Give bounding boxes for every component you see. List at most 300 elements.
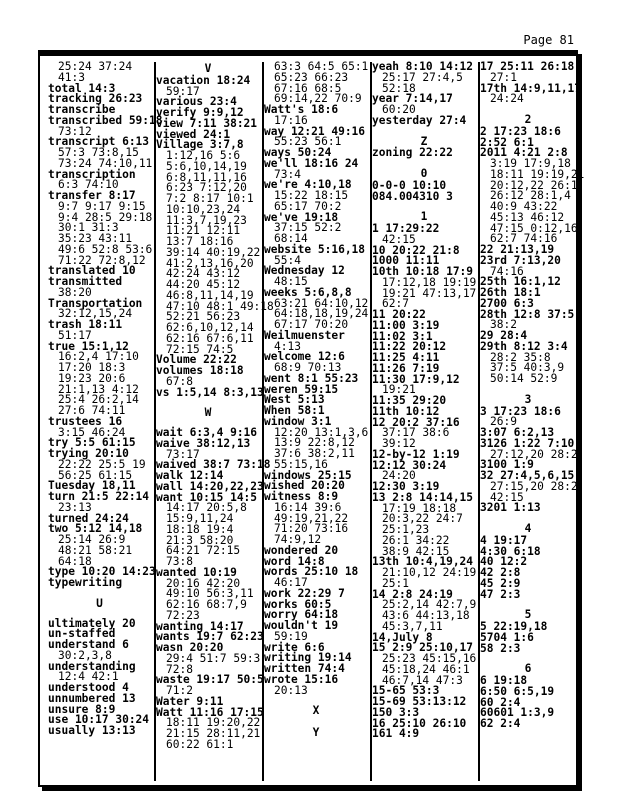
index-entry: wondered 20 (264, 543, 339, 557)
index-entry-continuation: 14:17 20:5,8 (166, 501, 247, 515)
index-entry: zoning 22:22 (372, 146, 453, 160)
index-entry-continuation: 55:23 56:1 (274, 135, 342, 149)
index-entry-continuation: 59:19 (274, 629, 308, 643)
index-spacer (480, 385, 576, 393)
index-column-1 (48, 60, 163, 781)
index-entry-continuation: 37:5 40:3,9 (490, 361, 565, 375)
index-entry-continuation: 41:2,13,16,20 (166, 256, 254, 270)
index-entry-continuation: 42:15 (490, 490, 524, 504)
index-entry-continuation: 67:16 68:5 (274, 81, 342, 95)
index-entry: 11:22 20:12 (372, 340, 447, 354)
index-entry: 0-0-0 10:10 (372, 178, 447, 192)
index-entry: 16 25:10 26:10 (372, 716, 467, 730)
index-entry-continuation: 12:4 42:1 (58, 670, 119, 684)
index-entry: went 8:1 55:23 (264, 371, 359, 385)
index-entry-continuation: 37:17 38:6 (382, 426, 450, 440)
index-entry-continuation: 72:23 (166, 608, 200, 622)
index-entry: witness 8:9 (264, 490, 339, 503)
index-entry-continuation: 56:25 61:15 (58, 468, 133, 482)
index-entry-continuation: 23:13 (58, 500, 92, 514)
index-entry-continuation: 62:16 67:6,11 (166, 331, 254, 345)
index-spacer (480, 514, 576, 522)
index-entry: writing 19:14 (264, 651, 352, 665)
index-entry: welcome 12:6 (264, 350, 345, 364)
index-entry: wanting 14:17 (156, 619, 244, 633)
index-entry: 29 28:4 (480, 329, 528, 342)
index-entry-continuation: 28:2 35:8 (490, 350, 551, 364)
index-entry-continuation: 72:15 74:5 (166, 342, 234, 356)
index-entry: yesterday 27:4 (372, 113, 467, 127)
index-entry: 161 4:9 (372, 727, 420, 741)
index-entry: Watt 11:16 17:15 (156, 705, 264, 719)
index-entry-continuation: 19:21 (382, 383, 416, 397)
index-entry: 12:12 30:24 (372, 458, 447, 472)
index-column-3 (262, 62, 368, 781)
index-entry-continuation: 41:3 (58, 70, 85, 84)
index-entry: ultimately 20 (48, 616, 136, 630)
index-entry: 58 2:3 (480, 641, 521, 655)
index-entry-continuation: 24:20 (382, 469, 416, 483)
index-entry: wished 20:20 (264, 479, 345, 493)
index-letter-heading: Y (312, 726, 320, 739)
index-entry: tracking 26:23 (48, 92, 143, 106)
index-entry: 26th 18:1 (480, 286, 541, 299)
index-entry: various 23:4 (156, 95, 237, 109)
index-entry: 3:07 6:2,13 (480, 426, 555, 439)
index-entry-continuation: 4:13 (274, 339, 301, 353)
index-letter-heading: U (96, 596, 103, 610)
index-entry: want 10:15 14:5 (156, 490, 258, 504)
index-entry-continuation: 48:15 (274, 275, 308, 288)
index-entry-continuation: 11:21 12:11 (166, 224, 241, 238)
index-entry: 42 2:8 (480, 566, 521, 579)
index-entry-continuation: 27:15,20 28:2 (490, 479, 578, 493)
index-entry-continuation: 1:12,16 5:6 (166, 149, 241, 162)
index-entry: understanding (48, 659, 136, 673)
index-entry-continuation: 15:22 18:15 (274, 189, 349, 202)
index-entry: 11th 10:12 (372, 404, 440, 418)
index-entry-continuation: 71:20 73:16 (274, 522, 349, 536)
index-spacer (372, 127, 476, 135)
index-entry-continuation: 25:2,14 42:7,9 (382, 598, 477, 612)
index-entry-continuation: 44:20 45:12 (166, 278, 241, 291)
index-entry-continuation: 55:4 (274, 253, 301, 267)
index-entry: 45 2:9 (480, 576, 521, 590)
index-entry-continuation: 39:12 (382, 437, 416, 450)
index-entry: 15-69 53:13:12 (372, 695, 467, 708)
index-entry-continuation: 15:9,11,24 (166, 512, 234, 525)
index-entry-continuation: 25:4 26:2,14 (58, 393, 139, 407)
index-entry: wants 19:7 62:23 (156, 630, 264, 644)
index-entry-continuation: 74:9,12 (274, 533, 322, 546)
index-entry: 5704 1:6 (480, 630, 534, 644)
index-entry: 22 21:13,19 (480, 243, 555, 256)
index-entry: 12:30 3:19 (372, 480, 440, 493)
index-entry: wall 14:20,22,23 (156, 479, 264, 493)
index-entry-continuation: 38:9 42:15 (382, 544, 450, 558)
index-spacer (264, 696, 368, 704)
index-entry: Volume 22:22 (156, 353, 237, 367)
index-entry: ways 50:24 (264, 146, 332, 159)
index-entry: 1000 11:11 (372, 254, 440, 268)
index-entry-continuation: 32:12,15,24 (58, 307, 133, 321)
index-entry: wrote 15:16 (264, 672, 339, 686)
index-entry-continuation: 47:10 48:1 49:18 (166, 299, 274, 313)
index-entry: 10 20:22 21:8 (372, 243, 460, 257)
index-entry: wasn 20:20 (156, 641, 224, 654)
index-entry-continuation: 6:23 7:12,20 (166, 181, 247, 195)
index-entry: transcribed 59:18 (48, 113, 163, 127)
index-entry-continuation: 17:12,18 19:19 (382, 275, 477, 289)
index-entry-continuation: 64:18 (58, 554, 92, 568)
index-entry-continuation: 22:22 25:5 19 (58, 457, 146, 471)
index-entry-continuation: 45:18,24 46:1 (382, 662, 470, 676)
index-entry-continuation: 37:6 38:2,11 (274, 447, 355, 460)
index-entry: 13th 10:4,19,24 (372, 555, 474, 569)
index-entry-continuation: 62:7 74:16 (490, 232, 558, 246)
index-entry: trying 20:10 (48, 447, 129, 460)
index-entry: total 14:3 (48, 81, 116, 95)
index-entry: 13 2:8 14:14,15 (372, 490, 474, 504)
index-entry: 14 2:8 24:19 (372, 587, 453, 601)
index-columns (48, 60, 585, 781)
index-entry: transmitted (48, 275, 123, 288)
index-entry-continuation: 30:1 31:3 (58, 221, 119, 235)
index-entry-continuation: 13:7 18:16 (166, 235, 234, 248)
index-entry-continuation: 9:4 28:5 29:18 (58, 210, 153, 224)
index-entry: yeah 8:10 14:12 (372, 60, 474, 73)
index-entry-continuation: 55:15,16 (274, 457, 328, 471)
index-entry-continuation: 25:17 27:4,5 (382, 70, 463, 84)
index-entry-continuation: 49:6 52:8 53:6 (58, 242, 153, 256)
index-entry: unsure 8:9 (48, 702, 116, 716)
index-entry-continuation: 29:4 51:7 59:3 (166, 651, 261, 665)
index-entry-continuation: 20:12,22 26:1 (490, 178, 578, 192)
index-entry-continuation: 71:2 (166, 684, 193, 697)
index-entry-continuation: 72:8 (166, 662, 193, 676)
index-entry: wouldn't 19 (264, 619, 339, 632)
index-entry: turn 21:5 22:14 (48, 490, 150, 503)
index-entry: 2011 4:21 2:8 (480, 146, 568, 160)
index-entry: waive 38:12,13 (156, 436, 251, 450)
index-entry: wanted 10:19 (156, 565, 237, 579)
index-entry: 3100 1:9 (480, 458, 534, 472)
index-entry: 17 25:11 26:18 (480, 60, 575, 73)
index-entry: transcribe (48, 103, 116, 116)
index-entry-continuation: 63:21 64:10,12 (274, 296, 369, 310)
index-column-5 (478, 60, 585, 781)
index-entry-continuation: 11:3,7,19,23 (166, 213, 247, 227)
index-letter-heading: 6 (524, 662, 532, 676)
index-entry-continuation: 65:23 66:23 (274, 70, 349, 84)
index-entry: waived 38:7 73:18 (156, 458, 271, 472)
index-entry: Water 9:11 (156, 694, 224, 708)
index-entry-continuation: 67:8 (166, 374, 193, 388)
index-entry-continuation: 50:14 52:9 (490, 372, 558, 385)
index-entry: Watt's 18:6 (264, 103, 339, 116)
index-spacer (372, 202, 476, 210)
index-entry: Wednesday 12 (264, 264, 345, 278)
index-entry-continuation: 6:8,11,11,16 (166, 170, 247, 184)
index-entry-continuation: 42:24 43:12 (166, 267, 241, 281)
index-entry-continuation: 27:12,20 28:2 (490, 447, 578, 461)
index-entry: 11:00 3:19 (372, 318, 440, 332)
index-entry-continuation: 27:6 74:11 (58, 404, 126, 417)
index-entry-continuation: 73:4 (274, 167, 301, 181)
index-entry: two 5:12 14,18 (48, 522, 143, 536)
index-letter-heading: X (312, 704, 320, 718)
index-entry: usually 13:13 (48, 724, 136, 737)
index-entry: 3 17:23 18:6 (480, 404, 561, 418)
index-entry-continuation: 19:21 47:13,17 (382, 286, 477, 300)
index-entry: West 5:13 (264, 393, 325, 407)
index-entry: 11:25 4:11 (372, 351, 440, 364)
index-entry-continuation: 6:3 74:10 (58, 178, 119, 192)
index-entry: vs 1:5,14 8:3,13 (156, 385, 264, 399)
index-entry: understood 4 (48, 681, 129, 694)
index-entry: 11:35 29:20 (372, 394, 447, 407)
index-entry: 2700 6:3 (480, 296, 534, 310)
index-entry: weren 59:15 (264, 382, 339, 396)
index-entry-continuation: 16:14 39:6 (274, 500, 342, 514)
index-entry-continuation: 74:16 (490, 264, 524, 278)
index-letter-heading: 0 (420, 167, 428, 180)
index-entry: 5 22:19,18 (480, 620, 548, 633)
index-entry-continuation: 7:2 8:17 10:1 (166, 192, 254, 205)
index-entry: 084.004310 3 (372, 189, 453, 203)
index-entry-continuation: 37:15 52:2 (274, 221, 342, 235)
index-entry: turned 24:24 (48, 511, 129, 525)
index-entry-continuation: 10:10,23,24 (166, 202, 241, 216)
index-entry: typewriting (48, 576, 123, 589)
index-entry-continuation: 18:11 19:20,22 (166, 716, 261, 730)
index-entry-continuation: 25:1 (382, 576, 409, 590)
index-entry: transfer 8:17 (48, 189, 136, 202)
index-entry-continuation: 64:18,18,19,24 (274, 307, 369, 321)
index-entry: 6 19:18 (480, 674, 528, 687)
index-entry: vacation 18:24 (156, 73, 251, 87)
index-letter-heading: V (204, 62, 212, 75)
index-entry-continuation: 60:22 61:1 (166, 737, 234, 751)
index-entry: 1 17:29:22 (372, 222, 440, 235)
index-entry: Transportation (48, 296, 143, 310)
index-entry: 150 3:3 (372, 705, 420, 719)
index-entry: 12 20:2 37:16 (372, 415, 460, 429)
index-entry-continuation: 3:15 46:24 (58, 425, 126, 439)
index-entry-continuation: 68:14 (274, 232, 308, 245)
index-spacer (156, 398, 260, 406)
index-entry: 2 17:23 18:6 (480, 124, 561, 138)
index-entry: 3201 1:13 (480, 501, 541, 515)
index-entry-continuation: 26:1 34:22 (382, 533, 450, 547)
index-entry: 11:30 17:9,12 (372, 372, 460, 386)
index-entry: weeks 5:6,8,8 (264, 285, 352, 299)
index-entry-continuation: 20:3,22 24:7 (382, 512, 463, 526)
index-entry-continuation: 49:10 56:3,11 (166, 587, 254, 601)
index-entry: type 10:20 14:23 (48, 565, 156, 579)
index-entry: wait 6:3,4 9:16 (156, 426, 258, 439)
index-entry: use 10:17 30:24 (48, 713, 150, 727)
index-entry-continuation: 60:20 (382, 103, 416, 116)
index-entry: Weilmuenster (264, 328, 345, 342)
index-entry: word 14:8 (264, 554, 325, 568)
index-entry: Tuesday 18,11 (48, 479, 136, 493)
index-entry-continuation: 17:20 18:3 (58, 361, 126, 374)
index-entry-continuation: 18:18 19:4 (166, 522, 234, 536)
index-entry: 47 2:3 (480, 587, 521, 601)
index-entry: 4 19:17 (480, 533, 528, 547)
index-entry-continuation: 73:24 74:10,11 (58, 156, 153, 170)
index-entry-continuation: 62:7 (382, 297, 409, 311)
index-letter-heading: 3 (524, 392, 532, 406)
index-entry: 3126 1:22 7:10 (480, 436, 575, 450)
index-entry-continuation: 71:22 72:8,12 (58, 253, 146, 267)
index-entry-continuation: 45:3,7,11 (382, 619, 443, 633)
index-entry-continuation: 16:2,4 17:10 (58, 350, 139, 364)
index-spacer (480, 600, 576, 608)
index-entry: 4:30 6:18 (480, 544, 541, 558)
index-entry: 2:52 6:1 (480, 135, 534, 149)
index-entry-continuation: 17:19 18:18 (382, 501, 457, 515)
index-entry: volumes 18:18 (156, 364, 244, 377)
index-spacer (48, 589, 151, 597)
index-entry-continuation: 21:15 28:11,21 (166, 727, 261, 740)
index-entry-continuation: 35:23 43:11 (58, 232, 133, 245)
index-entry: waste 19:17 50:5 (156, 673, 264, 687)
index-entry-continuation: 38:2 (490, 318, 517, 332)
index-entry-continuation: 17:16 (274, 113, 308, 127)
index-entry: walk 12:14 (156, 469, 224, 482)
index-entry: verify 9:9,12 (156, 106, 244, 119)
index-entry: understand 6 (48, 638, 129, 651)
index-entry-continuation: 52:18 (382, 81, 416, 95)
index-spacer (480, 654, 576, 662)
index-entry-continuation: 19:23 20:6 (58, 371, 126, 385)
index-entry: written 74:4 (264, 662, 345, 675)
index-entry: window 3:1 (264, 414, 332, 428)
index-entry-continuation: 40:9 43:22 (490, 200, 558, 213)
index-entry: we're 4:10,18 (264, 178, 352, 192)
index-entry-continuation: 27:1 (490, 70, 517, 84)
index-entry: 60 2:4 (480, 695, 521, 709)
index-entry-continuation: 48:21 58:21 (58, 543, 133, 557)
index-entry-continuation: 21:1,13 4:12 (58, 382, 139, 396)
index-entry-continuation: 47:15 0:12,16 (490, 221, 578, 235)
index-entry: 11 20:22 (372, 308, 426, 321)
index-entry: transcription (48, 167, 136, 181)
index-entry: 12-by-12 1:19 (372, 447, 460, 461)
index-entry-continuation: 46:8,11,14,19 (166, 288, 254, 302)
index-entry: 29th 8:12 3:4 (480, 339, 568, 353)
index-entry-continuation: 73:17 (166, 447, 200, 461)
index-entry-continuation: 39:14 40:19,22 (166, 245, 261, 259)
index-entry-continuation: 46:7,14 47:3 (382, 673, 463, 687)
index-entry-continuation: 26:12 28:1,4 (490, 189, 571, 203)
index-entry: 32 27:4,5,6,15 (480, 469, 575, 482)
index-entry-continuation: 21:10,12 24:19 (382, 566, 477, 579)
index-entry: we've 19:18 (264, 210, 339, 224)
index-entry: 25th 16:1,12 (480, 275, 561, 289)
page-number: Page 81 (523, 33, 574, 47)
index-letter-heading: 2 (524, 113, 532, 126)
index-letter-heading: Z (420, 134, 428, 148)
index-entry-continuation: 18:11 19:19,21 (490, 167, 585, 181)
index-letter-heading: 4 (524, 522, 532, 535)
index-entry-continuation: 68:9 70:13 (274, 361, 342, 374)
index-entry: 62 2:4 (480, 717, 521, 730)
index-entry: 15-65 53:3 (372, 684, 440, 698)
index-entry-continuation: 12:20 13:1,3,6 (274, 425, 369, 439)
index-spacer (264, 718, 368, 726)
index-letter-heading: 5 (524, 608, 532, 622)
index-entry-continuation: 25:24 37:24 (58, 60, 133, 73)
index-entry-continuation: 25:1,23 (382, 523, 430, 536)
index-entry: Village 3:7,8 (156, 138, 244, 152)
index-entry: work 22:29 7 (264, 586, 345, 600)
index-entry-continuation: 62:6,10,12,14 (166, 321, 254, 334)
index-column-2 (154, 62, 274, 781)
index-spacer (480, 105, 576, 113)
index-letter-heading: W (204, 406, 212, 420)
index-spacer (372, 159, 476, 167)
index-entry: 40 12:2 (480, 555, 528, 569)
index-entry: 11:02 3:1 (372, 329, 433, 343)
index-page-frame (38, 50, 585, 787)
index-entry: write 6:6 (264, 640, 325, 654)
index-entry-continuation: 24:24 (490, 92, 524, 106)
index-entry: year 7:14,17 (372, 92, 453, 106)
index-entry: words 25:10 18 (264, 565, 359, 579)
index-entry-continuation: 3:19 17:9,18 (490, 157, 571, 170)
index-entry-continuation: 46:17 (274, 576, 308, 589)
index-entry: works 60:5 (264, 597, 332, 611)
index-entry: 28th 12:8 37:5 (480, 307, 575, 321)
index-entry-continuation: 52:21 56:23 (166, 310, 241, 324)
index-entry: When 58:1 (264, 404, 325, 417)
index-entry-continuation: 62:16 68:7,9 (166, 598, 247, 611)
index-entry-continuation: 5:6,10,14,19 (166, 159, 247, 173)
index-entry-continuation: 26:9 (490, 415, 517, 429)
index-entry: viewed 24:1 (156, 127, 231, 141)
index-entry: view 7:11 38:21 (156, 116, 258, 130)
index-column-4 (370, 62, 476, 781)
index-entry: 15 2:9 25:10,17 (372, 641, 474, 655)
index-entry: 23rd 7:13,20 (480, 253, 561, 267)
index-entry: transcript 6:13 (48, 135, 150, 149)
index-entry: website 5:16,18 (264, 242, 366, 256)
index-entry-continuation: 69:14,22 70:9 (274, 92, 362, 106)
index-entry: 60601 1:3,9 (480, 706, 555, 720)
index-entry-continuation: 13:9 22:8,12 (274, 436, 355, 450)
index-entry: 11:26 7:19 (372, 361, 440, 375)
index-entry-continuation: 63:3 64:5 65:1 (274, 60, 369, 73)
index-entry: way 12:21 49:16 (264, 124, 366, 138)
index-entry-continuation: 25:23 45:15,16 (382, 652, 477, 665)
index-entry-continuation: 64:21 72:15 (166, 544, 241, 558)
index-entry-continuation: 59:17 (166, 84, 200, 98)
index-entry-continuation: 57:3 73:8,15 (58, 146, 139, 159)
index-entry: try 5:5 61:15 (48, 436, 136, 450)
index-entry: 14,July 8 (372, 630, 433, 644)
index-entry-continuation: 9:7 9:17 9:15 (58, 199, 146, 213)
index-entry-continuation: 21:3 58:20 (166, 533, 234, 547)
index-entry-continuation: 25:14 26:9 (58, 533, 126, 546)
index-entry: 10th 10:18 17:9 (372, 265, 474, 278)
index-entry: windows 25:15 (264, 468, 352, 482)
index-entry-continuation: 20:13 (274, 683, 308, 697)
index-entry-continuation: 43:6 44:13,18 (382, 609, 470, 622)
index-entry-continuation: 38:20 (58, 285, 92, 299)
